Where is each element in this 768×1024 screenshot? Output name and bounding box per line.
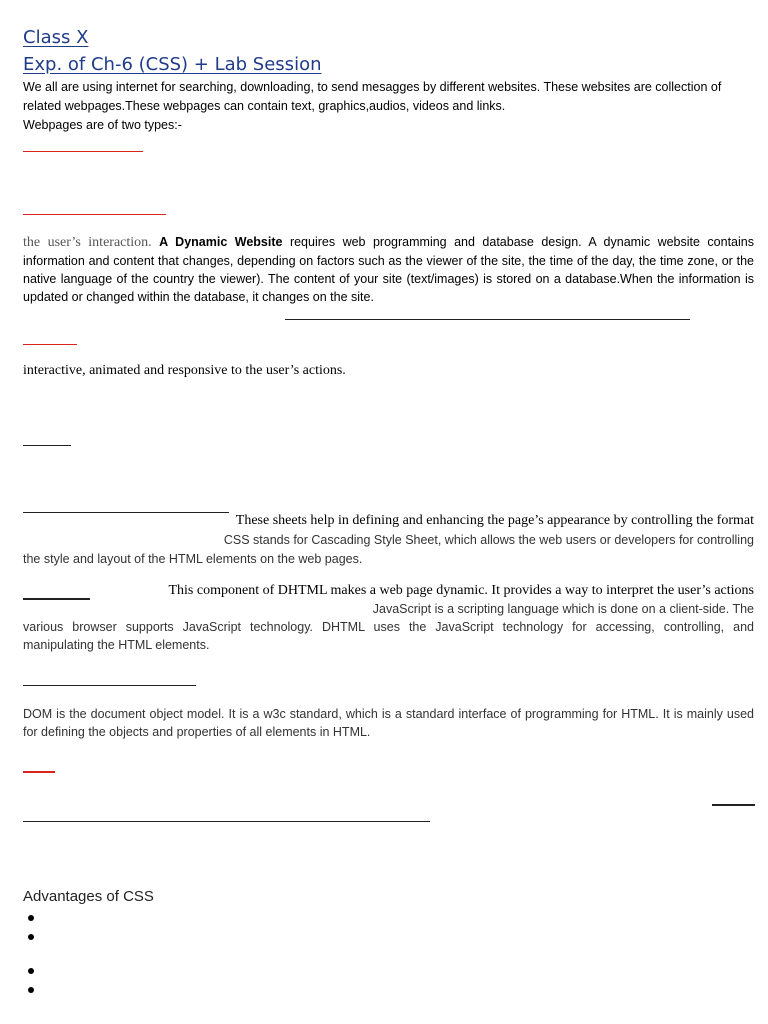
blank-rule-short — [23, 445, 71, 446]
dynamic-bold-term: A Dynamic Website — [159, 235, 283, 249]
css-definition-line: CSS stands for Cascading Style Sheet, which allows the web users or developers for controlling — [223, 533, 754, 547]
bullet-point — [28, 934, 34, 940]
blank-rule-bottom — [23, 821, 430, 822]
dhtml-line: interactive, animated and responsive to the user’s actions. — [23, 363, 346, 378]
blank-rule-long — [285, 319, 690, 320]
class-heading: Class X — [23, 27, 89, 48]
advantages-heading: Advantages of CSS — [23, 888, 154, 905]
intro-line-2: related webpages.These webpages can contain text, graphics,audios, videos and links. — [23, 99, 506, 113]
dynamic-lead-text: the user’s interaction. — [23, 235, 152, 250]
blank-rule-js — [23, 598, 90, 600]
intro-line-3: Webpages are of two types:- — [23, 118, 182, 132]
blank-rule-right — [712, 804, 755, 806]
js-definition-paragraph: various browser supports JavaScript technology. DHTML uses the JavaScript technology for accessing, controlling, and manipulating the HTML elements. — [23, 620, 754, 652]
bullet-point — [28, 915, 34, 921]
blank-rule-static — [23, 151, 143, 152]
css-serif-line: These sheets help in defining and enhancing the page’s appearance by controlling the format — [235, 513, 754, 528]
dynamic-website-paragraph — [23, 233, 754, 306]
bullet-point — [28, 968, 34, 974]
blank-rule-dhtml — [23, 344, 77, 345]
css-definition-line-2: the style and layout of the HTML elements on the web pages. — [23, 552, 363, 566]
blank-rule-dynamic — [23, 214, 166, 215]
blank-rule-dom — [23, 685, 196, 686]
js-definition-line: JavaScript is a scripting language which is done on a client-side. The — [372, 602, 754, 616]
intro-line-1: We all are using internet for searching, downloading, to send mesagges by different websites. These websites are collection of — [23, 80, 722, 94]
bullet-point — [28, 987, 34, 993]
dynamic-body-text: requires web programming and database design. A dynamic website contains information and content that changes, depending on factors such as the viewer of the site, the time of the day, the time zone, or the native language of the country the viewer). The content of your site (text/images) is stored on a database.When the information is updated or changed within the database, it changes on the site. — [23, 235, 754, 304]
page-title: Exp. of Ch-6 (CSS) + Lab Session — [23, 54, 322, 75]
js-serif-line: This component of DHTML makes a web page dynamic. It provides a way to interpret the user’s actions — [168, 583, 754, 598]
blank-rule-red-short — [23, 771, 55, 773]
dom-paragraph: DOM is the document object model. It is a w3c standard, which is a standard interface of programming for HTML. It is mainly used for defining the objects and properties of all elements in HTML. — [23, 707, 754, 739]
blank-rule-css — [23, 512, 229, 513]
